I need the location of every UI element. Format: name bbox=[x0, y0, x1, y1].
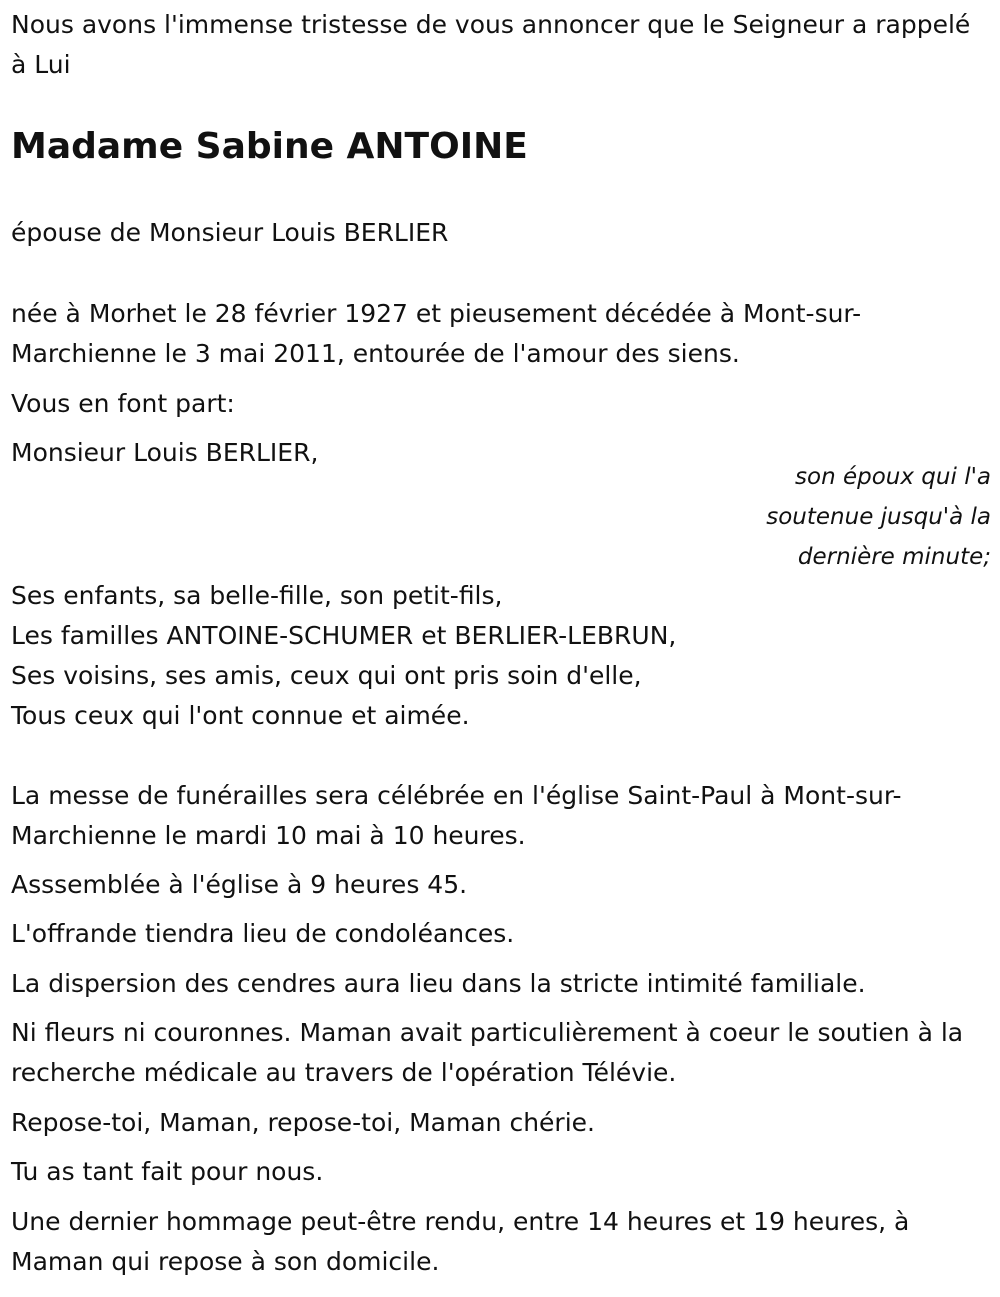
thanks-text: Tu as tant fait pour nous. bbox=[11, 1157, 324, 1186]
mass-text: La messe de funérailles sera célébrée en l'église Saint-Paul à Mont-sur-Marchienne le mardi 10 mai à 10 heures. bbox=[11, 781, 902, 850]
spouse-text: épouse de Monsieur Louis BERLIER bbox=[11, 218, 449, 247]
repose-text: Repose-toi, Maman, repose-toi, Maman chérie. bbox=[11, 1108, 595, 1137]
family-line: Ses voisins, ses amis, ceux qui ont pris soin d'elle, bbox=[11, 661, 642, 690]
assembly-text: Asssemblée à l'église à 9 heures 45. bbox=[11, 870, 468, 899]
birth-death-text: née à Morhet le 28 février 1927 et pieusement décédée à Mont-sur-Marchienne le 3 mai 2011, entourée de l'amour des siens. bbox=[11, 299, 862, 368]
family-list bbox=[11, 576, 986, 736]
husband-note bbox=[731, 457, 991, 577]
family-line: Tous ceux qui l'ont connue et aimée. bbox=[11, 701, 470, 730]
family-line: Ses enfants, sa belle-fille, son petit-fils, bbox=[11, 581, 503, 610]
flowers-text: Ni fleurs ni couronnes. Maman avait particulièrement à coeur le soutien à la recherche médicale au travers de l'opération Télévie. bbox=[11, 1018, 964, 1087]
husband-note-line: dernière minute; bbox=[797, 544, 991, 570]
husband-note-line: son époux qui l'a bbox=[795, 464, 991, 490]
announce-text: Vous en font part: bbox=[11, 389, 235, 418]
husband-text: Monsieur Louis BERLIER, bbox=[11, 438, 319, 467]
ashes-text: La dispersion des cendres aura lieu dans la stricte intimité familiale. bbox=[11, 969, 866, 998]
offering-text: L'offrande tiendra lieu de condoléances. bbox=[11, 919, 515, 948]
intro-text: Nous avons l'immense tristesse de vous annoncer que le Seigneur a rappelé à Lui bbox=[11, 10, 971, 79]
husband-note-line: soutenue jusqu'à la bbox=[766, 504, 991, 530]
family-line: Les familles ANTOINE-SCHUMER et BERLIER-LEBRUN, bbox=[11, 621, 677, 650]
tribute-text: Une dernier hommage peut-être rendu, entre 14 heures et 19 heures, à Maman qui repose à son domicile. bbox=[11, 1207, 910, 1276]
deceased-name: Madame Sabine ANTOINE bbox=[11, 126, 528, 167]
